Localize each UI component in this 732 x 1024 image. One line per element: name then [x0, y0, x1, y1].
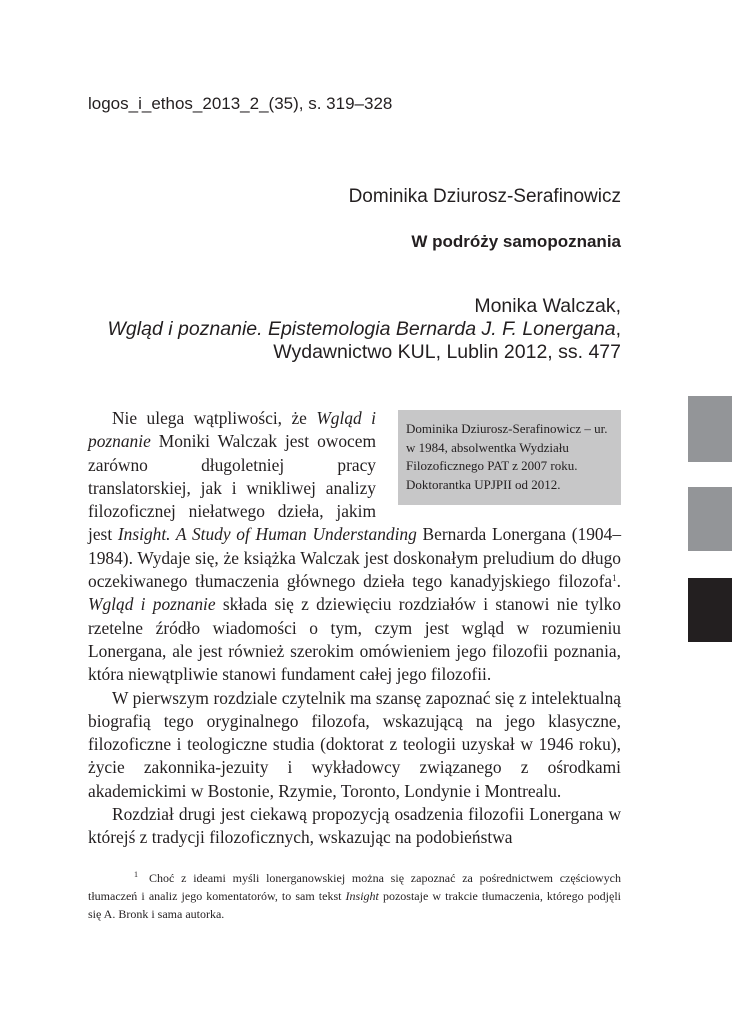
reviewed-book-reference	[61, 295, 621, 364]
journal-reference: logos_i_ethos_2013_2_(35), s. 319–328	[88, 94, 393, 113]
italic-title: Wgląd i poznanie	[88, 408, 376, 452]
section-tab-gray-2	[688, 487, 732, 551]
section-tab-gray-1	[688, 396, 732, 462]
italic-title: Insight	[345, 889, 379, 903]
article-body	[88, 407, 621, 850]
text-span: Nie ulega wątpliwości, że	[112, 408, 317, 428]
reviewed-book-author: Monika Walczak,	[474, 295, 621, 317]
body-paragraph-3: Rozdział drugi jest ciekawą propozycją osadzenia filozofii Lonergana w którejś z tradycji filozoficznych, wskazując na podobieństwa	[88, 804, 621, 848]
text-span: Moniki Walczak jest owocem zarówno długoletniej pracy translatorskiej, jak i wnikliwej analizy filozoficznej niełatwego dzieła, jakim jest	[88, 431, 376, 545]
text-span: pozostaje w trakcie tłumaczenia, którego podjęli się A. Bronk i sama autorka.	[88, 889, 622, 921]
author-bio-box: Dominika Dziurosz-Serafinowicz – ur. w 1984, absolwentka Wydziału Filozoficznego PAT z 2007 roku. Doktorantka UPJPII od 2012.	[398, 410, 621, 505]
reviewed-book-title-line	[61, 318, 621, 341]
footnote-marker[interactable]: 1	[612, 573, 617, 584]
reviewed-book-title-suffix: ,	[615, 318, 621, 340]
italic-title: Wgląd i poznanie	[88, 594, 216, 615]
text-span: składa się z dziewięciu rozdziałów i stanowi nie tylko rzetelne źródło wiadomości o tym, czym jest wgląd w rozumieniu Lonergana, ale jest również szerokim omówieniem jego filozofii poznania, która niewątpliwie stanowi fundament całej jego filozofii.	[88, 594, 621, 685]
text-span: Choć z ideami myśli lonerganowskiej można się zapoznać za pośrednictwem częściowych tłumaczeń i analiz jego komentatorów, to sam tekst	[88, 871, 621, 903]
footnote-number: 1	[134, 870, 138, 879]
article-author: Dominika Dziurosz-Serafinowicz	[348, 186, 621, 207]
footnote-paragraph	[88, 866, 621, 923]
text-span: .	[616, 571, 621, 592]
section-tab-dark	[688, 578, 732, 642]
text-span: Bernarda Lonergana (1904–1984). Wydaje się, że książka Walczak jest doskonałym preludium do długo oczekiwanego tłumaczenia głównego dzieła tego kanadyjskiego filozofa	[88, 524, 622, 592]
reviewed-book-title: Wgląd i poznanie. Epistemologia Bernarda J. F. Lonergana	[107, 318, 616, 340]
article-title: W podróży samopoznania	[411, 232, 621, 251]
footnote	[88, 866, 621, 923]
body-paragraph-2: W pierwszym rozdziale czytelnik ma szansę zapoznać się z intelektualną biografią tego oryginalnego filozofa, wskazującą na jego klasyczne, filozoficzne i teologiczne studia (doktorat z teologii uzyskał w 1946 roku), życie zakonnika-jezuity i wykładowcy związanego z ośrodkami akademickimi w Bostonie, Rzymie, Toronto, Londynie i Montrealu.	[88, 687, 621, 801]
reviewed-book-publisher: Wydawnictwo KUL, Lublin 2012, ss. 477	[273, 341, 621, 363]
italic-title: Insight. A Study of Human Understanding	[117, 524, 417, 545]
